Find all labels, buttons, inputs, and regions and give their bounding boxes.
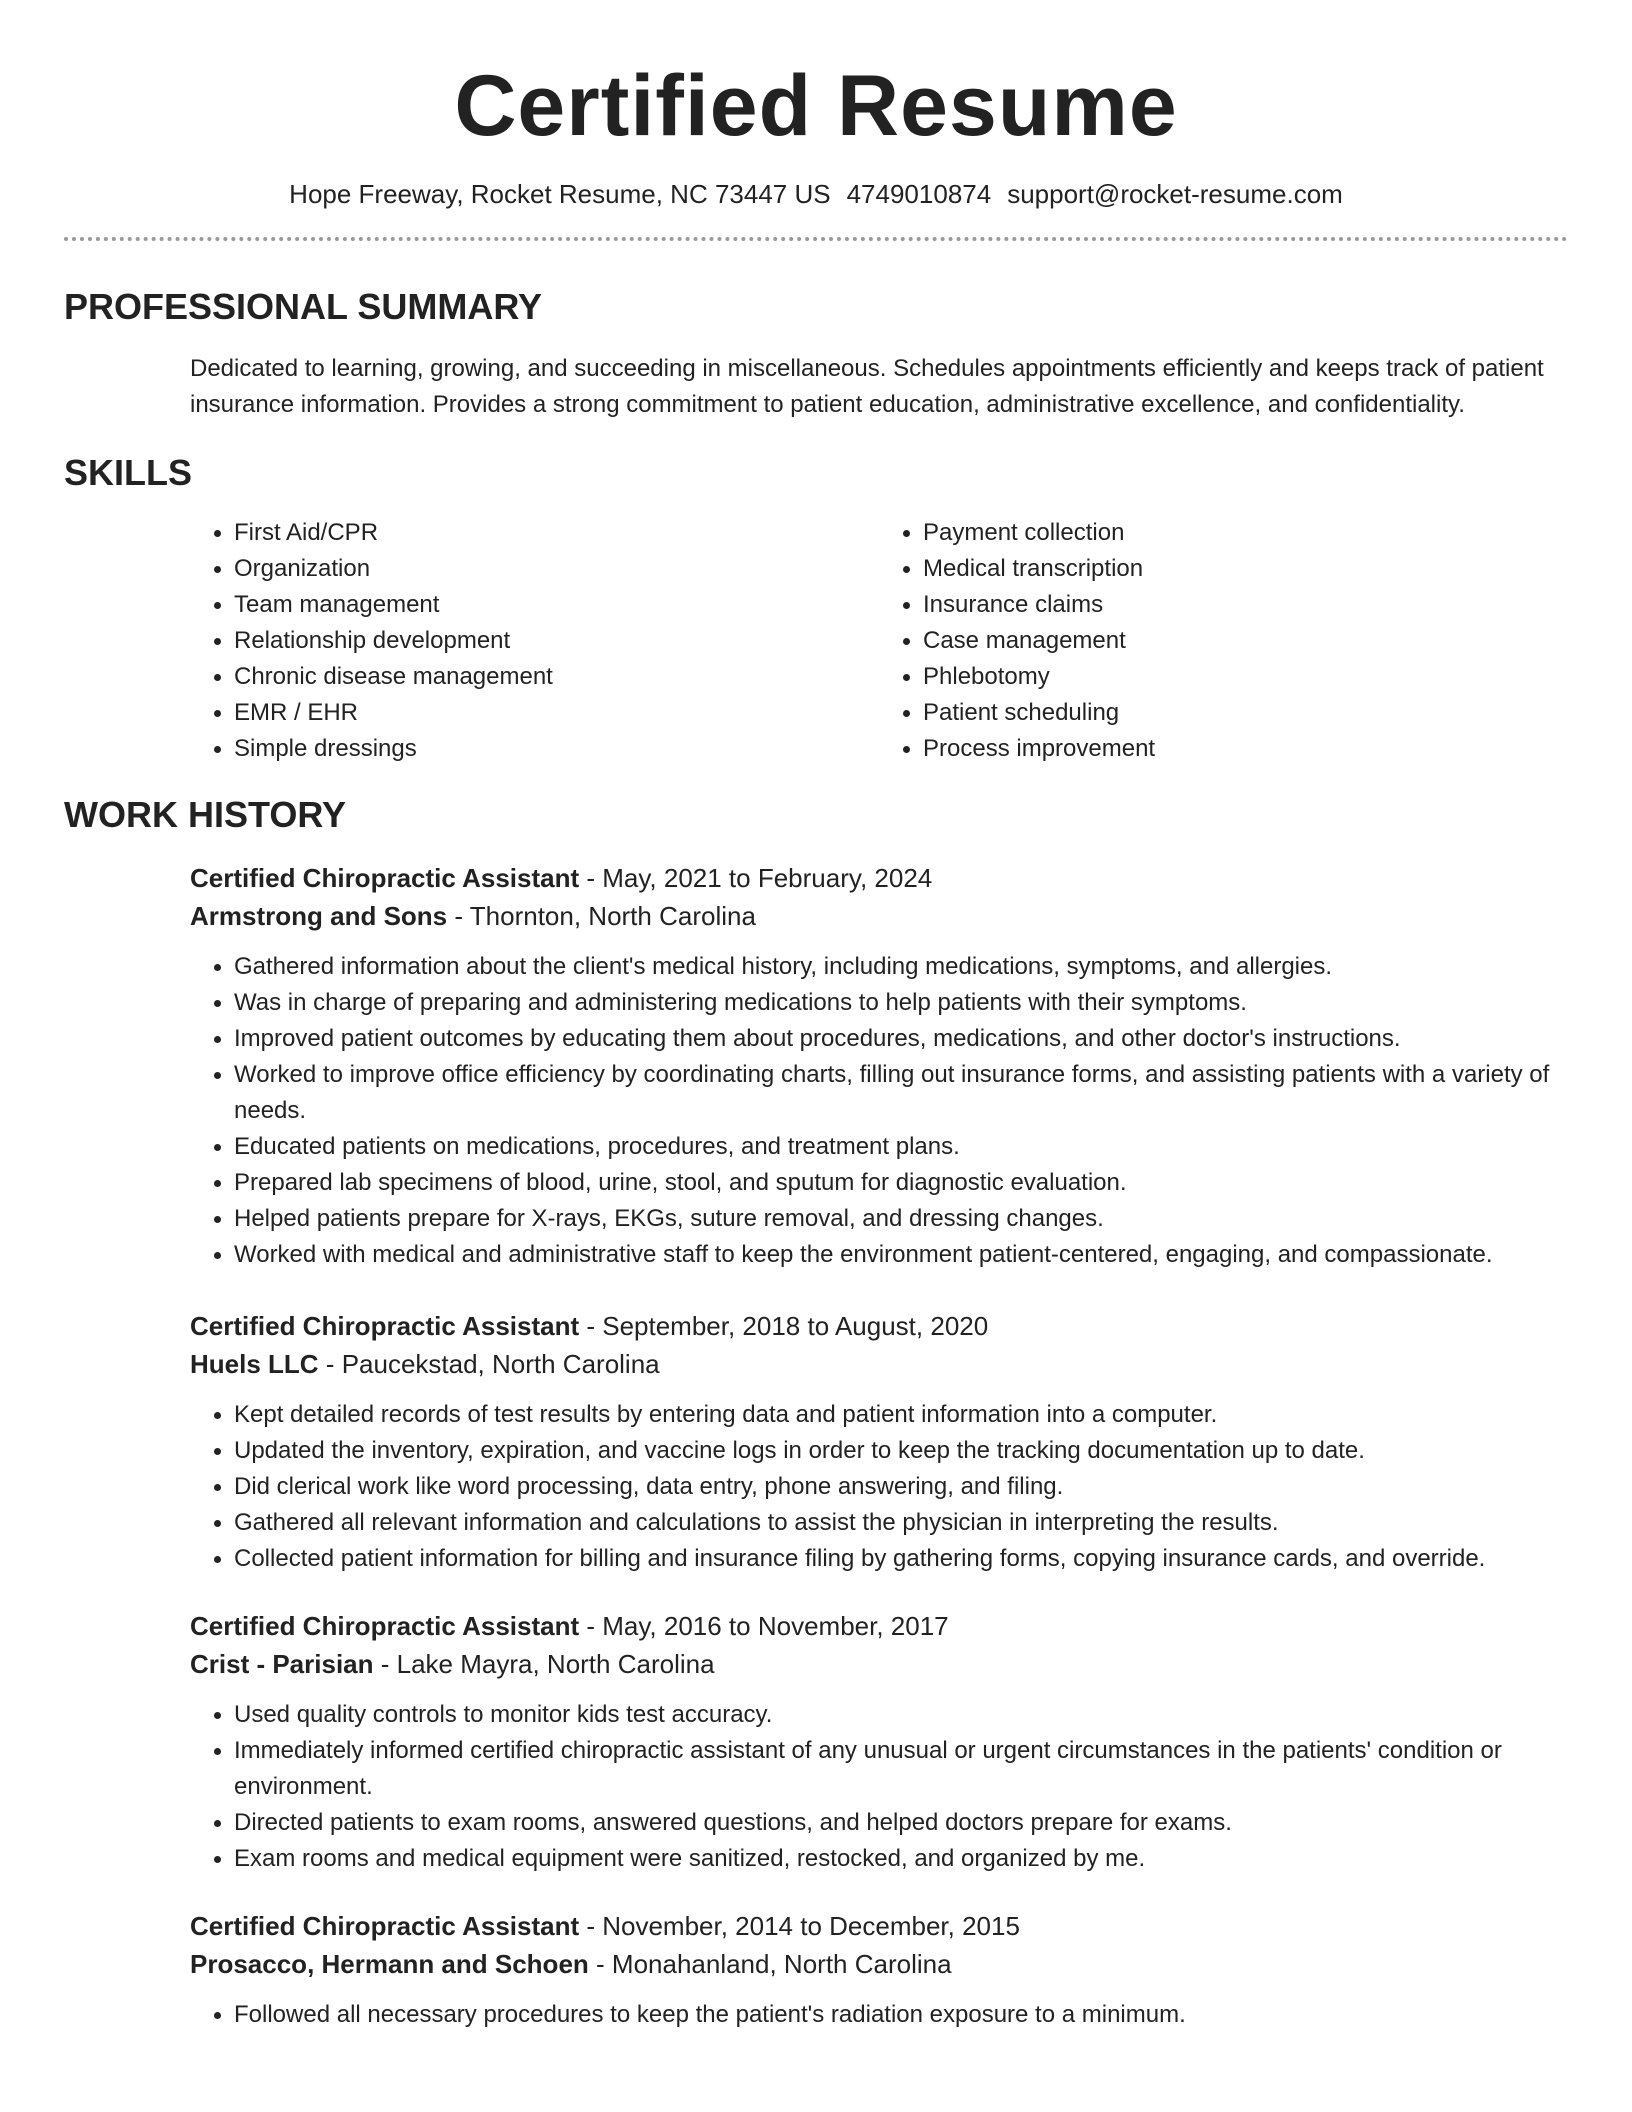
job-dates: May, 2021 to February, 2024 [602,863,933,893]
job-company: Prosacco, Hermann and Schoen [190,1949,589,1979]
skill-item: • Case management [923,623,1568,659]
job-bullet: • Collected patient information for billing and insurance filing by gathering forms, copying insurance cards, and override. [234,1541,1568,1577]
job-company: Armstrong and Sons [190,901,448,931]
skill-item: • Organization [234,551,879,587]
job-entry [190,1907,1568,2033]
job-bullet: • Improved patient outcomes by educating them about procedures, medications, and other doctor's instructions. [234,1021,1568,1057]
resume-page [64,0,1568,2033]
job-title-line: Certified Chiropractic Assistant - November, 2014 to December, 2015 [190,1911,1020,1941]
job-company-line: Crist - Parisian - Lake Mayra, North Carolina [190,1649,715,1679]
skill-item: • Medical transcription [923,551,1568,587]
work-history-heading: WORK HISTORY [64,794,347,835]
skill-item: • Chronic disease management [234,659,879,695]
header-divider [64,237,1568,241]
job-title-line: Certified Chiropractic Assistant - September, 2018 to August, 2020 [190,1311,989,1341]
work-history-list [190,859,1568,2033]
skills-column-left [190,515,879,767]
phone-text: 4749010874 [846,179,992,209]
job-bullets [190,1997,1568,2033]
job-company: Crist - Parisian [190,1649,374,1679]
skill-item: • Payment collection [923,515,1568,551]
job-location: Monahanland, North Carolina [611,1949,952,1979]
email-text: support@rocket-resume.com [1007,179,1343,209]
job-dates: November, 2014 to December, 2015 [602,1911,1020,1941]
job-bullets [190,1397,1568,1577]
skill-item: • First Aid/CPR [234,515,879,551]
job-location: Lake Mayra, North Carolina [396,1649,715,1679]
skill-item: • Patient scheduling [923,695,1568,731]
job-entry [190,1607,1568,1877]
job-bullet: • Gathered all relevant information and calculations to assist the physician in interpreting the results. [234,1505,1568,1541]
job-title: Certified Chiropractic Assistant [190,1611,580,1641]
job-bullet: • Worked with medical and administrative staff to keep the environment patient-centered, engaging, and compassionate. [234,1237,1568,1273]
job-company-line: Prosacco, Hermann and Schoen - Monahanland, North Carolina [190,1949,952,1979]
job-title: Certified Chiropractic Assistant [190,863,580,893]
job-company: Huels LLC [190,1349,319,1379]
job-bullet: • Gathered information about the client's medical history, including medications, symptoms, and allergies. [234,949,1568,985]
skill-item: • Simple dressings [234,731,879,767]
job-bullets [190,949,1568,1273]
job-bullet: • Immediately informed certified chiropractic assistant of any unusual or urgent circumstances in the patients' condition or environment. [234,1733,1568,1805]
job-title-line: Certified Chiropractic Assistant - May, 2016 to November, 2017 [190,1611,949,1641]
job-bullet: • Updated the inventory, expiration, and vaccine logs in order to keep the tracking documentation up to date. [234,1433,1568,1469]
skill-item: • Phlebotomy [923,659,1568,695]
job-bullets [190,1697,1568,1877]
skill-item: • EMR / EHR [234,695,879,731]
skill-item: • Insurance claims [923,587,1568,623]
job-bullet: • Directed patients to exam rooms, answered questions, and helped doctors prepare for exams. [234,1805,1568,1841]
job-bullet: • Kept detailed records of test results by entering data and patient information into a computer. [234,1397,1568,1433]
job-title: Certified Chiropractic Assistant [190,1311,580,1341]
resume-name: Certified Resume [454,58,1178,154]
job-location: Paucekstad, North Carolina [341,1349,660,1379]
job-entry [190,859,1568,1273]
job-bullet: • Prepared lab specimens of blood, urine, stool, and sputum for diagnostic evaluation. [234,1165,1568,1201]
skills-column-right [879,515,1568,767]
address-text: Hope Freeway, Rocket Resume, NC 73447 US [289,179,831,209]
skill-item: • Team management [234,587,879,623]
job-bullet: • Helped patients prepare for X-rays, EKGs, suture removal, and dressing changes. [234,1201,1568,1237]
job-title-line: Certified Chiropractic Assistant - May, 2021 to February, 2024 [190,863,933,893]
job-title: Certified Chiropractic Assistant [190,1911,580,1941]
job-bullet: • Did clerical work like word processing, data entry, phone answering, and filing. [234,1469,1568,1505]
skills-grid [190,515,1568,767]
job-entry [190,1307,1568,1577]
job-company-line: Armstrong and Sons - Thornton, North Carolina [190,901,756,931]
skills-heading: SKILLS [64,452,193,493]
summary-text: Dedicated to learning, growing, and succeeding in miscellaneous. Schedules appointments efficiently and keeps track of patient insurance information. Provides a strong commitment to patient education, administrative excellence, and confidentiality. [190,355,1544,418]
contact-line [64,178,1568,210]
job-dates: May, 2016 to November, 2017 [602,1611,949,1641]
job-bullet: • Worked to improve office efficiency by coordinating charts, filling out insurance forms, and assisting patients with a variety of needs. [234,1057,1568,1129]
job-location: Thornton, North Carolina [469,901,756,931]
skill-item: • Process improvement [923,731,1568,767]
job-bullet: • Followed all necessary procedures to keep the patient's radiation exposure to a minimum. [234,1997,1568,2033]
job-bullet: • Exam rooms and medical equipment were sanitized, restocked, and organized by me. [234,1841,1568,1877]
job-bullet: • Educated patients on medications, procedures, and treatment plans. [234,1129,1568,1165]
skill-item: • Relationship development [234,623,879,659]
job-company-line: Huels LLC - Paucekstad, North Carolina [190,1349,660,1379]
job-bullet: • Used quality controls to monitor kids test accuracy. [234,1697,1568,1733]
summary-heading: PROFESSIONAL SUMMARY [64,286,543,327]
job-dates: September, 2018 to August, 2020 [602,1311,989,1341]
job-bullet: • Was in charge of preparing and administering medications to help patients with their symptoms. [234,985,1568,1021]
